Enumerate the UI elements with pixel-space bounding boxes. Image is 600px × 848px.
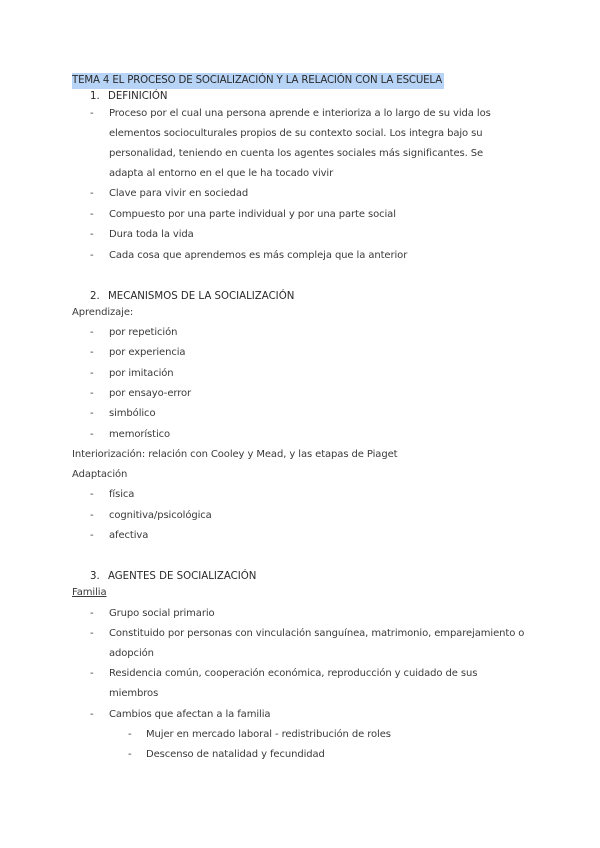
bullet-dash: -	[90, 108, 94, 119]
list-item: por repetición	[109, 327, 178, 338]
list-item: Constituido por personas con vinculación sanguínea, matrimonio, emparejamiento o	[109, 628, 525, 639]
list-item: afectiva	[109, 530, 149, 541]
list-item: Dura toda la vida	[109, 229, 194, 240]
section-heading-definicion	[90, 89, 168, 105]
definition-line: elementos socioculturales propios de su contexto social. Los integra bajo su	[109, 128, 483, 139]
list-item: Residencia común, cooperación económica, reproducción y cuidado de sus	[109, 668, 478, 679]
bullet-dash: -	[90, 250, 94, 261]
list-item: memorístico	[109, 429, 171, 440]
bullet-dash: -	[90, 489, 94, 500]
list-item: por experiencia	[109, 347, 186, 358]
list-item: física	[109, 489, 135, 500]
section-heading-agentes	[90, 569, 256, 585]
list-item: cognitiva/psicológica	[109, 510, 212, 521]
section-number: 1.	[90, 91, 100, 102]
definition-line: personalidad, teniendo en cuenta los agentes sociales más significantes. Se	[109, 148, 484, 159]
definition-line: adapta al entorno en el que le ha tocado vivir	[109, 168, 334, 179]
sub-list-item: Descenso de natalidad y fecundidad	[146, 749, 325, 760]
list-item: Grupo social primario	[109, 608, 215, 619]
bullet-dash: -	[90, 188, 94, 199]
bullet-dash: -	[90, 429, 94, 440]
document-title: TEMA 4 EL PROCESO DE SOCIALIZACIÓN Y LA RELACIÓN CON LA ESCUELA	[72, 73, 444, 89]
bullet-dash: -	[90, 209, 94, 220]
bullet-dash: -	[90, 709, 94, 720]
section-heading-mecanismos	[90, 289, 294, 305]
bullet-dash: -	[90, 668, 94, 679]
aprendizaje-label: Aprendizaje:	[72, 307, 134, 318]
bullet-dash: -	[90, 608, 94, 619]
section-title: MECANISMOS DE LA SOCIALIZACIÓN	[108, 291, 295, 302]
section-title: AGENTES DE SOCIALIZACIÓN	[108, 571, 257, 582]
section-title: DEFINICIÓN	[108, 91, 168, 102]
list-item-continuation: adopción	[109, 648, 154, 659]
list-item-continuation: miembros	[109, 688, 159, 699]
familia-label: Familia	[72, 587, 107, 598]
section-number: 2.	[90, 291, 100, 302]
section-number: 3.	[90, 571, 100, 582]
bullet-dash: -	[90, 510, 94, 521]
bullet-dash: -	[90, 368, 94, 379]
list-item: simbólico	[109, 408, 156, 419]
list-item: por imitación	[109, 368, 174, 379]
bullet-dash: -	[90, 408, 94, 419]
adaptacion-label: Adaptación	[72, 469, 128, 480]
list-item: por ensayo-error	[109, 388, 192, 399]
interiorizacion-text: Interiorización: relación con Cooley y Mead, y las etapas de Piaget	[72, 449, 398, 460]
list-item: Clave para vivir en sociedad	[109, 188, 249, 199]
list-item: Cambios que afectan a la familia	[109, 709, 271, 720]
bullet-dash: -	[90, 530, 94, 541]
list-item: Cada cosa que aprendemos es más compleja que la anterior	[109, 250, 408, 261]
bullet-dash: -	[90, 229, 94, 240]
bullet-dash: -	[90, 347, 94, 358]
sub-bullet-dash: -	[128, 749, 132, 760]
definition-line: Proceso por el cual una persona aprende e interioriza a lo largo de su vida los	[109, 108, 491, 119]
sub-list-item: Mujer en mercado laboral - redistribución de roles	[146, 729, 391, 740]
bullet-dash: -	[90, 628, 94, 639]
list-item: Compuesto por una parte individual y por una parte social	[109, 209, 396, 220]
bullet-dash: -	[90, 388, 94, 399]
sub-bullet-dash: -	[128, 729, 132, 740]
bullet-dash: -	[90, 327, 94, 338]
